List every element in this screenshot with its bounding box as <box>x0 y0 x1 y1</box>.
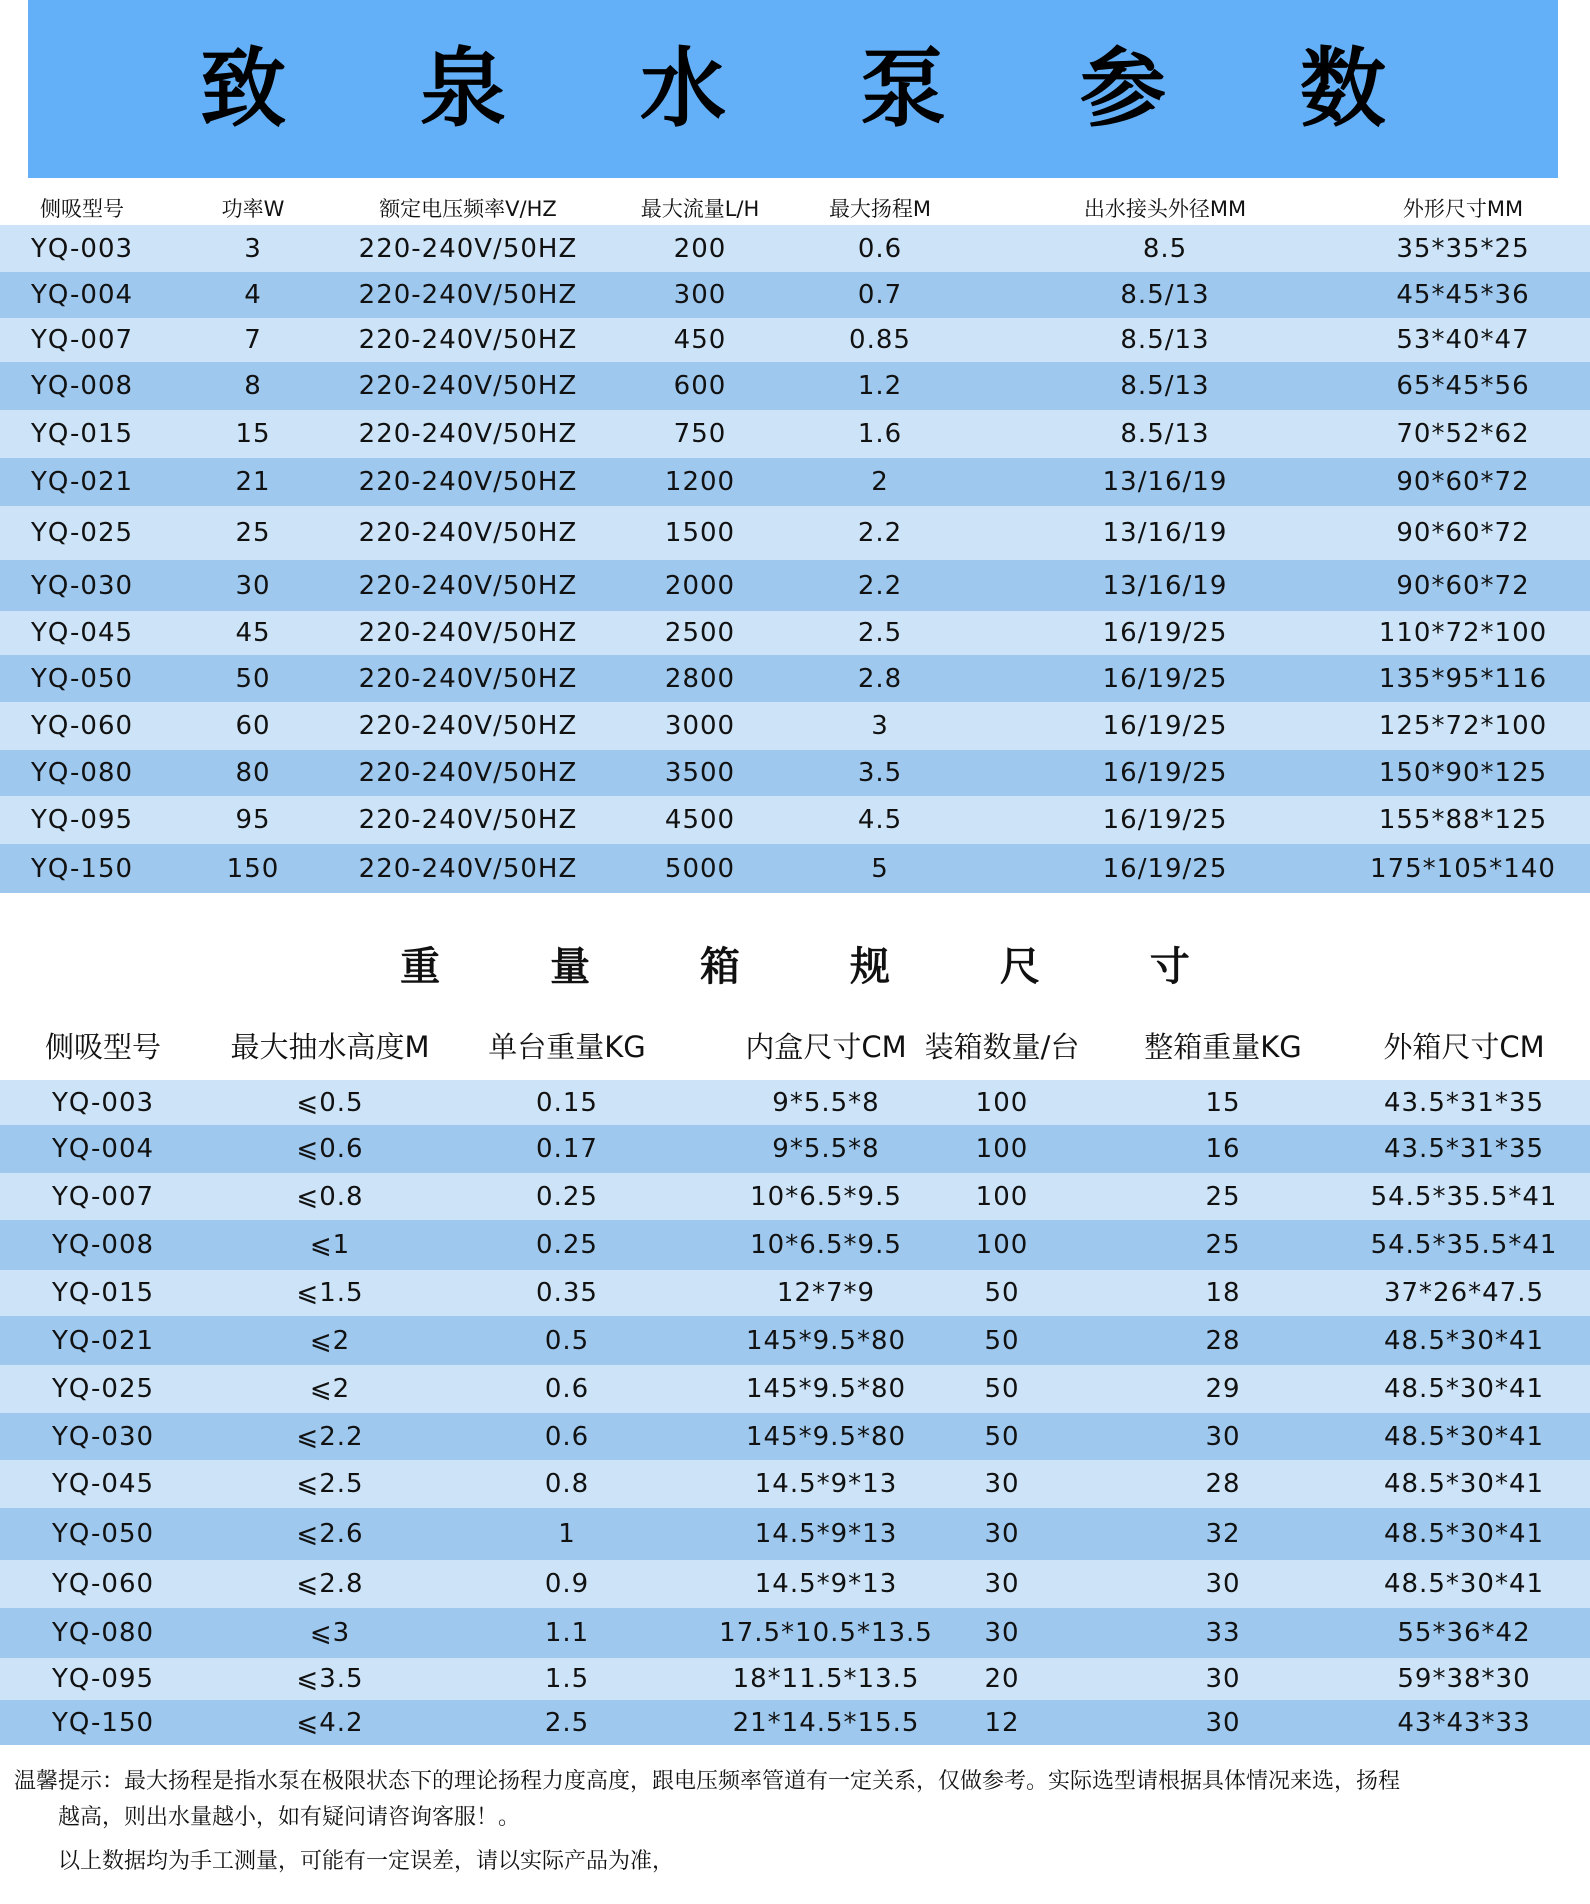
table-cell: YQ-003 <box>30 233 134 264</box>
spec-col-header: 最大流量L/H <box>640 197 760 221</box>
table-cell: 14.5*9*13 <box>754 1519 898 1549</box>
table-cell: 2.2 <box>857 570 903 601</box>
table-cell: 2.5 <box>857 618 903 648</box>
table-cell: YQ-030 <box>30 570 134 601</box>
table-cell: 28 <box>1205 1325 1241 1356</box>
table-cell: YQ-095 <box>51 1664 155 1694</box>
table-row <box>0 1460 1590 1508</box>
table-cell: 48.5*30*41 <box>1383 1421 1545 1452</box>
table-cell: 60 <box>235 711 271 741</box>
table-cell: 2000 <box>664 570 736 601</box>
tip-line-1: 温馨提示：最大扬程是指水泵在极限状态下的理论扬程力度高度，跟电压频率管道有一定关系，仅做参考。实际选型请根据具体情况来选，扬程 <box>14 1769 1401 1794</box>
table-cell: 65*45*56 <box>1396 371 1530 401</box>
table-cell: 0.25 <box>536 1230 598 1260</box>
table-cell: 220-240V/50HZ <box>358 467 578 497</box>
table-row <box>0 458 1590 506</box>
table-cell: 30 <box>1205 1421 1241 1452</box>
table-cell: 220-240V/50HZ <box>358 325 578 355</box>
table-cell: 0.15 <box>536 1087 598 1118</box>
table-row <box>0 1700 1590 1745</box>
table-cell: 220-240V/50HZ <box>358 233 578 264</box>
table-cell: 16/19/25 <box>1102 711 1228 741</box>
disclaimer-note: 以上数据均为手工测量，可能有一定误差，请以实际产品为准， <box>58 1849 675 1874</box>
table-cell: YQ-050 <box>30 663 134 694</box>
table-cell: 95 <box>235 805 271 835</box>
table-cell: ⩽1.5 <box>296 1278 364 1308</box>
table-cell: 220-240V/50HZ <box>358 805 578 835</box>
table-row <box>0 1220 1590 1270</box>
table-cell: ⩽2.2 <box>296 1421 364 1452</box>
table-cell: 220-240V/50HZ <box>358 711 578 741</box>
table-cell: YQ-007 <box>30 325 134 355</box>
table-cell: 145*9.5*80 <box>745 1325 907 1356</box>
table-cell: 48.5*30*41 <box>1383 1325 1545 1356</box>
table-cell: ⩽1 <box>309 1230 351 1260</box>
table-cell: 13/16/19 <box>1102 467 1228 497</box>
table-cell: 220-240V/50HZ <box>358 570 578 601</box>
table-cell: 220-240V/50HZ <box>358 419 578 449</box>
table-cell: 4500 <box>664 805 736 835</box>
table-row <box>0 1270 1590 1316</box>
table-cell: 1 <box>558 1519 576 1549</box>
table-cell: 600 <box>673 371 727 401</box>
table-cell: 13/16/19 <box>1102 570 1228 601</box>
table-row <box>0 1080 1590 1125</box>
table-cell: 30 <box>1205 1569 1241 1599</box>
table-cell: 300 <box>673 280 727 310</box>
table-cell: 16/19/25 <box>1102 663 1228 694</box>
table-row <box>0 1413 1590 1460</box>
table-cell: YQ-003 <box>51 1087 155 1118</box>
table-cell: 35*35*25 <box>1396 233 1530 264</box>
table-row <box>0 506 1590 560</box>
packing-col-header: 装箱数量/台 <box>924 1029 1080 1064</box>
table-cell: 0.35 <box>536 1278 598 1308</box>
table-cell: 50 <box>984 1325 1020 1356</box>
table-cell: 0.5 <box>544 1325 590 1356</box>
table-cell: YQ-015 <box>30 419 134 449</box>
table-cell: 135*95*116 <box>1378 663 1548 694</box>
table-cell: 2 <box>871 467 889 497</box>
table-cell: ⩽0.8 <box>296 1181 364 1212</box>
table-cell: 100 <box>975 1134 1029 1164</box>
table-row <box>0 410 1590 458</box>
table-cell: 18 <box>1205 1278 1241 1308</box>
table-cell: 50 <box>984 1278 1020 1308</box>
spec-table-header <box>0 188 1590 228</box>
packing-col-header: 最大抽水高度M <box>230 1029 430 1064</box>
table-cell: 3.5 <box>857 758 903 788</box>
spec-col-header: 外形尺寸MM <box>1402 197 1524 221</box>
table-cell: 8.5/13 <box>1120 371 1210 401</box>
table-cell: 10*6.5*9.5 <box>750 1230 902 1260</box>
table-cell: 43.5*31*35 <box>1383 1134 1545 1164</box>
table-cell: 0.6 <box>857 233 903 264</box>
table-cell: 0.17 <box>536 1134 598 1164</box>
spec-col-header: 侧吸型号 <box>40 197 124 221</box>
table-cell: ⩽2.5 <box>296 1469 364 1499</box>
packing-col-header: 外箱尺寸CM <box>1383 1029 1545 1064</box>
table-cell: 0.6 <box>544 1374 590 1404</box>
table-cell: 48.5*30*41 <box>1383 1519 1545 1549</box>
table-cell: YQ-004 <box>30 280 134 310</box>
table-cell: 70*52*62 <box>1396 419 1530 449</box>
table-cell: 20 <box>984 1664 1020 1694</box>
table-cell: YQ-080 <box>30 758 134 788</box>
table-cell: 8.5/13 <box>1120 325 1210 355</box>
table-cell: 54.5*35.5*41 <box>1370 1230 1558 1260</box>
table-cell: 4 <box>244 280 262 310</box>
table-cell: ⩽4.2 <box>296 1707 364 1738</box>
table-cell: 2.8 <box>857 663 903 694</box>
table-cell: 7 <box>244 325 262 355</box>
table-row <box>0 655 1590 702</box>
table-cell: YQ-060 <box>30 711 134 741</box>
table-cell: ⩽0.6 <box>296 1134 364 1164</box>
table-cell: 8.5/13 <box>1120 419 1210 449</box>
table-cell: 45 <box>235 618 271 648</box>
table-cell: YQ-004 <box>51 1134 155 1164</box>
packing-col-header: 单台重量KG <box>488 1029 646 1064</box>
table-cell: 21*14.5*15.5 <box>732 1707 920 1738</box>
table-cell: YQ-150 <box>30 853 134 884</box>
table-cell: 90*60*72 <box>1396 570 1530 601</box>
table-cell: 2500 <box>664 618 736 648</box>
table-cell: 30 <box>984 1519 1020 1549</box>
table-cell: 450 <box>673 325 727 355</box>
page-title: 致 泉 水 泵 参 数 <box>200 39 1438 139</box>
table-cell: 48.5*30*41 <box>1383 1374 1545 1404</box>
table-cell: 9*5.5*8 <box>772 1087 880 1118</box>
table-row <box>0 362 1590 410</box>
table-cell: YQ-050 <box>51 1519 155 1549</box>
table-cell: 53*40*47 <box>1396 325 1530 355</box>
table-cell: 30 <box>984 1569 1020 1599</box>
table-cell: 90*60*72 <box>1396 518 1530 548</box>
table-cell: ⩽3.5 <box>296 1664 364 1694</box>
table-cell: 50 <box>984 1374 1020 1404</box>
table-cell: YQ-015 <box>51 1278 155 1308</box>
tip-line-2: 越高，则出水量越小，如有疑问请咨询客服！。 <box>58 1805 521 1830</box>
table-cell: 220-240V/50HZ <box>358 853 578 884</box>
table-cell: ⩽3 <box>309 1618 351 1648</box>
table-cell: 55*36*42 <box>1397 1618 1531 1648</box>
table-cell: 13/16/19 <box>1102 518 1228 548</box>
table-cell: 3000 <box>664 711 736 741</box>
table-cell: 25 <box>235 518 271 548</box>
table-cell: ⩽2 <box>309 1325 351 1356</box>
table-cell: YQ-150 <box>51 1707 155 1738</box>
spec-col-header: 功率W <box>221 197 285 221</box>
table-cell: 43*43*33 <box>1397 1707 1531 1738</box>
table-cell: 30 <box>235 570 271 601</box>
table-cell: 1200 <box>664 467 736 497</box>
table-cell: 12 <box>984 1707 1020 1738</box>
table-cell: 54.5*35.5*41 <box>1370 1181 1558 1212</box>
table-cell: YQ-025 <box>30 518 134 548</box>
table-cell: YQ-045 <box>51 1469 155 1499</box>
table-cell: 30 <box>1205 1664 1241 1694</box>
table-cell: 48.5*30*41 <box>1383 1469 1545 1499</box>
table-row <box>0 1125 1590 1173</box>
table-cell: 25 <box>1205 1181 1241 1212</box>
table-cell: 145*9.5*80 <box>745 1421 907 1452</box>
table-cell: ⩽2.6 <box>296 1519 364 1549</box>
table-cell: 80 <box>235 758 271 788</box>
table-row <box>0 611 1590 655</box>
spec-col-header: 出水接头外径MM <box>1083 197 1247 221</box>
table-row <box>0 844 1590 893</box>
table-cell: 16 <box>1205 1134 1241 1164</box>
table-cell: 29 <box>1205 1374 1241 1404</box>
table-cell: 3500 <box>664 758 736 788</box>
table-cell: 125*72*100 <box>1378 711 1548 741</box>
table-cell: 220-240V/50HZ <box>358 518 578 548</box>
table-cell: 0.8 <box>544 1469 590 1499</box>
table-cell: YQ-021 <box>30 467 134 497</box>
table-cell: 220-240V/50HZ <box>358 663 578 694</box>
table-cell: 200 <box>673 233 727 264</box>
table-cell: 14.5*9*13 <box>754 1569 898 1599</box>
table-cell: 145*9.5*80 <box>745 1374 907 1404</box>
table-cell: 16/19/25 <box>1102 853 1228 884</box>
table-cell: 100 <box>975 1230 1029 1260</box>
table-cell: 1.5 <box>544 1664 590 1694</box>
table-cell: 0.6 <box>544 1421 590 1452</box>
table-cell: 14.5*9*13 <box>754 1469 898 1499</box>
table-cell: 5 <box>871 853 889 884</box>
table-cell: YQ-030 <box>51 1421 155 1452</box>
table-cell: 2.5 <box>544 1707 590 1738</box>
table-row <box>0 1658 1590 1700</box>
table-cell: YQ-008 <box>30 371 134 401</box>
table-cell: 4.5 <box>857 805 903 835</box>
table-cell: 15 <box>1205 1087 1241 1118</box>
table-row <box>0 1508 1590 1560</box>
section-title-weight-carton: 重 量 箱 规 尺 寸 <box>400 944 1238 990</box>
table-cell: 220-240V/50HZ <box>358 280 578 310</box>
table-cell: 155*88*125 <box>1378 805 1548 835</box>
table-row <box>0 1173 1590 1220</box>
table-cell: 150 <box>226 853 280 884</box>
table-cell: 8 <box>244 371 262 401</box>
table-cell: 750 <box>673 419 727 449</box>
packing-col-header: 侧吸型号 <box>44 1029 161 1064</box>
table-cell: 2800 <box>664 663 736 694</box>
table-cell: 15 <box>235 419 271 449</box>
table-cell: YQ-025 <box>51 1374 155 1404</box>
table-row <box>0 1365 1590 1413</box>
table-cell: 37*26*47.5 <box>1383 1278 1545 1308</box>
table-row <box>0 272 1590 318</box>
spec-col-header: 额定电压频率V/HZ <box>379 197 557 221</box>
table-cell: 59*38*30 <box>1397 1664 1531 1694</box>
table-cell: 16/19/25 <box>1102 805 1228 835</box>
table-cell: YQ-021 <box>51 1325 155 1356</box>
table-cell: 50 <box>235 663 271 694</box>
table-cell: 220-240V/50HZ <box>358 618 578 648</box>
table-cell: 9*5.5*8 <box>772 1134 880 1164</box>
table-cell: 3 <box>871 711 889 741</box>
table-cell: 8.5 <box>1142 233 1188 264</box>
table-row <box>0 1608 1590 1658</box>
table-cell: ⩽0.5 <box>296 1087 364 1118</box>
table-cell: 48.5*30*41 <box>1383 1569 1545 1599</box>
header-banner <box>28 0 1558 178</box>
table-row <box>0 560 1590 611</box>
table-cell: 1.6 <box>857 419 903 449</box>
packing-col-header: 内盒尺寸CM <box>745 1029 907 1064</box>
table-cell: 220-240V/50HZ <box>358 758 578 788</box>
packing-col-header: 整箱重量KG <box>1144 1029 1302 1064</box>
table-cell: ⩽2.8 <box>296 1569 364 1599</box>
table-cell: 16/19/25 <box>1102 618 1228 648</box>
table-cell: 90*60*72 <box>1396 467 1530 497</box>
table-cell: 5000 <box>664 853 736 884</box>
spec-col-header: 最大扬程M <box>828 197 932 221</box>
table-cell: 0.85 <box>849 325 911 355</box>
table-cell: 50 <box>984 1421 1020 1452</box>
table-cell: YQ-007 <box>51 1181 155 1212</box>
table-cell: 150*90*125 <box>1378 758 1548 788</box>
table-cell: 100 <box>975 1181 1029 1212</box>
table-cell: 18*11.5*13.5 <box>732 1664 920 1694</box>
table-cell: 100 <box>975 1087 1029 1118</box>
table-row <box>0 318 1590 362</box>
table-cell: 16/19/25 <box>1102 758 1228 788</box>
table-row <box>0 1316 1590 1365</box>
table-row <box>0 750 1590 796</box>
table-cell: 45*45*36 <box>1396 280 1530 310</box>
table-cell: 2.2 <box>857 518 903 548</box>
table-cell: YQ-095 <box>30 805 134 835</box>
table-cell: 8.5/13 <box>1120 280 1210 310</box>
table-cell: 28 <box>1205 1469 1241 1499</box>
table-row <box>0 796 1590 844</box>
table-cell: 3 <box>244 233 262 264</box>
table-row <box>0 225 1590 272</box>
packing-table-header <box>0 1015 1590 1075</box>
table-cell: 0.9 <box>544 1569 590 1599</box>
table-cell: 175*105*140 <box>1370 853 1556 884</box>
table-cell: YQ-080 <box>51 1618 155 1648</box>
table-row <box>0 702 1590 750</box>
table-cell: 1.2 <box>857 371 903 401</box>
table-cell: 1500 <box>664 518 736 548</box>
table-cell: 25 <box>1205 1230 1241 1260</box>
table-cell: 220-240V/50HZ <box>358 371 578 401</box>
table-cell: 33 <box>1205 1618 1241 1648</box>
table-cell: 1.1 <box>544 1618 590 1648</box>
table-cell: 17.5*10.5*13.5 <box>719 1618 933 1648</box>
table-row <box>0 1560 1590 1608</box>
table-cell: 30 <box>984 1469 1020 1499</box>
table-cell: 43.5*31*35 <box>1383 1087 1545 1118</box>
table-cell: 12*7*9 <box>776 1278 876 1308</box>
table-cell: 0.7 <box>857 280 903 310</box>
table-cell: 30 <box>984 1618 1020 1648</box>
table-cell: 32 <box>1205 1519 1241 1549</box>
table-cell: 10*6.5*9.5 <box>750 1181 902 1212</box>
table-cell: YQ-045 <box>30 618 134 648</box>
table-cell: ⩽2 <box>309 1374 351 1404</box>
table-cell: 0.25 <box>536 1181 598 1212</box>
table-cell: 30 <box>1205 1707 1241 1738</box>
table-cell: YQ-008 <box>51 1230 155 1260</box>
table-cell: 21 <box>235 467 271 497</box>
table-cell: 110*72*100 <box>1378 618 1548 648</box>
table-cell: YQ-060 <box>51 1569 155 1599</box>
